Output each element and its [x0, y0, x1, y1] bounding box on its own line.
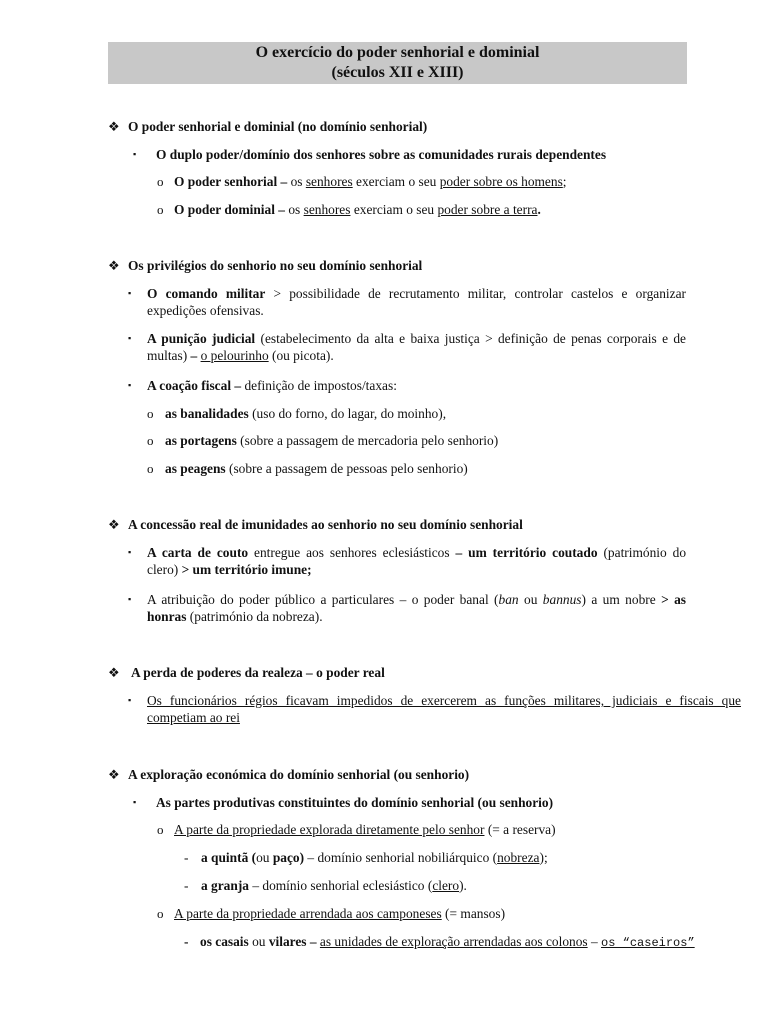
s5-item-quinta: [201, 849, 548, 866]
s3-item-banal-t1: A atribuição do poder público a particulares – o poder banal (: [147, 592, 499, 607]
s5-item-quinta-t1: ou: [256, 850, 273, 865]
section-heading-3-text: A concessão real de imunidades ao senhorio no seu domínio senhorial: [128, 517, 523, 532]
s1-item-senhorial: [174, 173, 567, 190]
section-heading-5: [128, 766, 469, 783]
s1-item-dominial-bold: O poder dominial –: [174, 202, 285, 217]
section-heading-1: [128, 118, 427, 135]
dash-bullet-icon: -: [184, 934, 189, 949]
s5-subheading-text: As partes produtivas constituintes do domínio senhorial (ou senhorio): [156, 795, 554, 810]
s5-item-mansos-u: A parte da propriedade arrendada aos camponeses: [174, 906, 442, 921]
s5-item-quinta-nobreza: nobreza: [497, 850, 540, 865]
s3-item-carta-bold: A carta de couto: [147, 545, 249, 560]
s1-subheading: [156, 146, 606, 163]
s5-item-quinta-b2: paço): [272, 850, 305, 865]
s5-item-mansos-t: (= mansos): [441, 906, 506, 921]
s1-item-dominial-t1: os: [285, 202, 304, 217]
s5-item-casais: [200, 933, 695, 952]
s5-item-granja-clero: clero: [432, 878, 460, 893]
s5-item-quinta-t3: );: [539, 850, 548, 865]
s3-item-carta-b3: > um território imune;: [181, 562, 312, 577]
s3-item-banal-ban: ban: [498, 592, 519, 607]
s3-item-carta-t2: (património do clero): [147, 545, 687, 577]
s5-item-reserva-u: A parte da propriedade explorada diretamente pelo senhor: [174, 822, 485, 837]
s3-item-poder-banal: [147, 591, 686, 625]
section-heading-4-text: A perda de poderes da realeza – o poder real: [131, 665, 385, 680]
s2-item-punicao: [147, 330, 686, 364]
s2-item-portagens-text: (sobre a passagem de mercadoria pelo senhorio): [236, 433, 499, 448]
s2-item-punicao-bold: A punição judicial: [147, 331, 256, 346]
s2-item-coacao-bold: A coação fiscal –: [147, 378, 242, 393]
s2-item-banalidades-bold: as banalidades: [165, 406, 249, 421]
s1-item-senhorial-t2: exerciam o seu: [352, 174, 440, 189]
circle-bullet-icon: o: [147, 461, 154, 476]
circle-bullet-icon: o: [157, 906, 164, 921]
s5-item-casais-b: os casais: [200, 934, 249, 949]
circle-bullet-icon: o: [157, 202, 164, 217]
s4-item-funcionarios: [147, 692, 741, 726]
s2-item-comando: [147, 285, 686, 319]
s3-item-carta-t1: entregue aos senhores eclesiásticos: [248, 545, 456, 560]
s2-item-peagens: [165, 460, 468, 477]
diamond-bullet-icon: ❖: [108, 767, 120, 782]
square-bullet-icon: ▪: [128, 380, 132, 390]
s2-item-coacao-text: definição de impostos/taxas:: [241, 378, 397, 393]
s1-item-senhorial-u2: poder sobre os homens: [439, 174, 563, 189]
s5-item-casais-caseiros: os “caseiros”: [601, 936, 695, 950]
diamond-bullet-icon: ❖: [108, 665, 120, 680]
square-bullet-icon: ▪: [128, 695, 132, 705]
diamond-bullet-icon: ❖: [108, 258, 120, 273]
s3-item-banal-bannus: bannus: [542, 592, 582, 607]
s5-item-granja-t2: ).: [459, 878, 467, 893]
s1-item-senhorial-bold: O poder senhorial –: [174, 174, 288, 189]
s5-item-casais-t1: ou: [248, 934, 269, 949]
s3-item-banal-honras: > as honras: [147, 592, 686, 624]
s5-item-quinta-t2: – domínio senhorial nobiliárquico (: [304, 850, 498, 865]
s5-item-casais-t3: –: [587, 934, 602, 949]
square-bullet-icon: ▪: [133, 797, 137, 807]
circle-bullet-icon: o: [147, 433, 154, 448]
s2-item-peagens-bold: as peagens: [165, 461, 226, 476]
s1-item-dominial: [174, 201, 541, 218]
s5-item-quinta-b: a quintã (: [201, 850, 257, 865]
s5-item-granja-t1: – domínio senhorial eclesiástico (: [248, 878, 433, 893]
square-bullet-icon: ▪: [128, 547, 132, 557]
s5-item-granja: [201, 877, 467, 894]
s2-item-punicao-t3: (ou picota).: [268, 348, 334, 363]
section-heading-3: [128, 516, 523, 533]
s1-item-dominial-u2: poder sobre a terra: [437, 202, 538, 217]
square-bullet-icon: ▪: [133, 149, 137, 159]
s2-item-portagens: [165, 432, 498, 449]
s1-item-dominial-t2: exerciam o seu: [350, 202, 438, 217]
title-line-1: O exercício do poder senhorial e dominial: [255, 44, 540, 61]
s3-item-banal-t3: ) a um nobre: [581, 592, 662, 607]
s5-item-mansos: [174, 905, 505, 922]
s2-item-peagens-text: (sobre a passagem de pessoas pelo senhorio): [225, 461, 468, 476]
s5-item-granja-b: a granja: [201, 878, 249, 893]
s5-item-reserva-t: (= a reserva): [484, 822, 556, 837]
section-heading-1-text: O poder senhorial e dominial (no domínio senhorial): [128, 119, 428, 134]
s2-item-comando-bold: O comando militar: [147, 286, 266, 301]
s1-item-senhorial-u1: senhores: [305, 174, 353, 189]
s2-item-portagens-bold: as portagens: [165, 433, 237, 448]
dash-bullet-icon: -: [184, 850, 189, 865]
document-title: [108, 42, 687, 84]
s2-item-punicao-t1: (estabelecimento da alta e baixa justiça > definição de penas corporais e de multas): [147, 331, 686, 363]
section-heading-2-text: Os privilégios do senhorio no seu domínio senhorial: [128, 258, 423, 273]
s2-item-punicao-dash: –: [190, 348, 198, 363]
section-heading-4: [131, 664, 385, 681]
s1-item-senhorial-t3: ;: [562, 174, 567, 189]
s3-item-carta-couto: [147, 544, 686, 578]
square-bullet-icon: ▪: [128, 288, 132, 298]
diamond-bullet-icon: ❖: [108, 119, 120, 134]
s1-item-dominial-t3: .: [537, 202, 541, 217]
section-heading-2: [128, 257, 422, 274]
s5-item-casais-b2: vilares –: [268, 934, 317, 949]
s1-item-dominial-u1: senhores: [303, 202, 351, 217]
circle-bullet-icon: o: [157, 822, 164, 837]
s5-item-reserva: [174, 821, 556, 838]
s2-item-comando-text: > possibilidade de recrutamento militar, controlar castelos e organizar expedições ofensivas.: [147, 286, 686, 318]
s3-item-banal-t4: (património da nobreza).: [186, 609, 323, 624]
s3-item-banal-t2: ou: [518, 592, 543, 607]
s2-item-banalidades: [165, 405, 446, 422]
s2-item-coacao: [147, 377, 397, 394]
title-line-2: (séculos XII e XIII): [331, 64, 464, 81]
circle-bullet-icon: o: [147, 406, 154, 421]
diamond-bullet-icon: ❖: [108, 517, 120, 532]
s2-item-banalidades-text: (uso do forno, do lagar, do moinho),: [248, 406, 447, 421]
s3-item-carta-b2: – um território coutado: [455, 545, 598, 560]
s2-item-punicao-pelourinho: o pelourinho: [200, 348, 269, 363]
s5-subheading: [156, 794, 553, 811]
square-bullet-icon: ▪: [128, 594, 132, 604]
section-heading-5-text: A exploração económica do domínio senhorial (ou senhorio): [128, 767, 470, 782]
circle-bullet-icon: o: [157, 174, 164, 189]
s1-item-senhorial-t1: os: [287, 174, 306, 189]
dash-bullet-icon: -: [184, 878, 189, 893]
s5-item-casais-u: as unidades de exploração arrendadas aos colonos: [319, 934, 588, 949]
s4-item-funcionarios-text: Os funcionários régios ficavam impedidos de exercerem as funções militares, judiciais e fiscais que competiam ao rei: [147, 693, 741, 725]
square-bullet-icon: ▪: [128, 333, 132, 343]
s1-subheading-text: O duplo poder/domínio dos senhores sobre as comunidades rurais dependentes: [156, 147, 607, 162]
